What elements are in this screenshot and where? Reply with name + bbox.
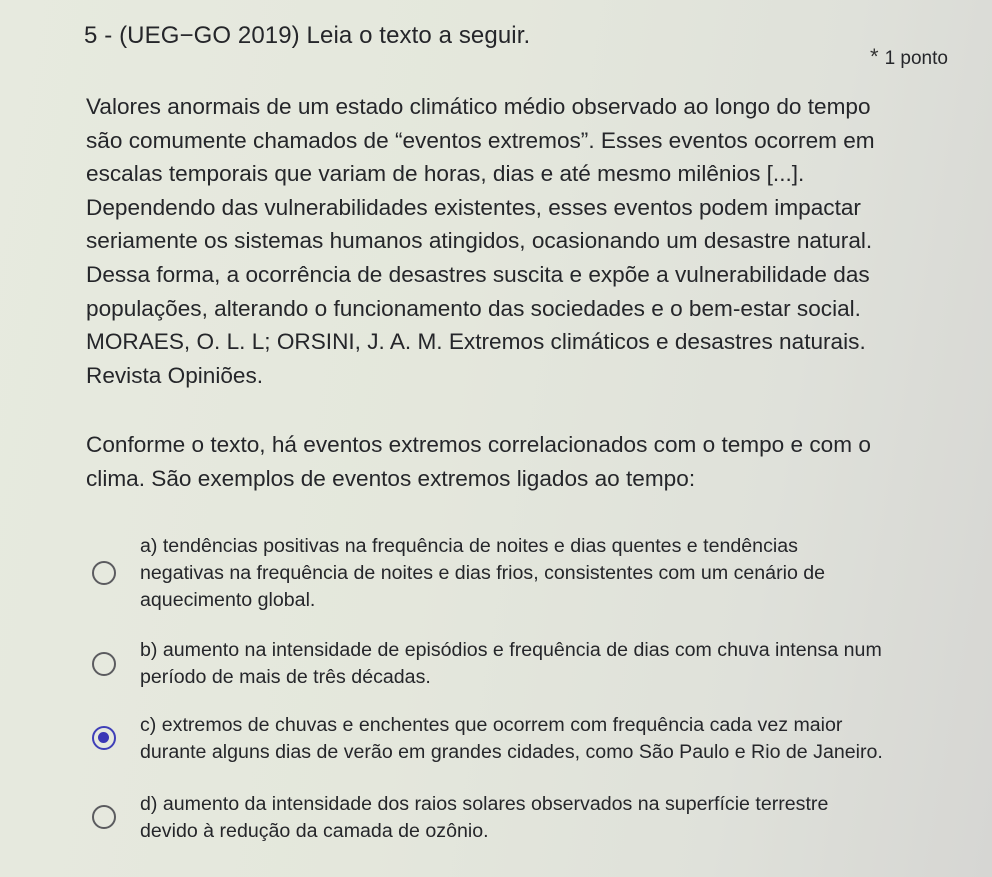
radio-option-b[interactable]: [92, 652, 116, 676]
required-asterisk: *: [870, 44, 879, 69]
option-c-label: c) extremos de chuvas e enchentes que ocorrem com frequência cada vez maior durante alguns dias de verão em grandes cidades, como São Paulo e Rio de Janeiro.: [140, 714, 883, 763]
points-label: [870, 44, 948, 70]
radio-option-a[interactable]: [92, 561, 116, 585]
option-a-label: a) tendências positivas na frequência de noites e dias quentes e tendências negativas na frequência de noites e dias frios, consistentes com um cenário de aquecimento global.: [140, 535, 826, 611]
points-value: 1 ponto: [884, 48, 948, 69]
question-title: 5 - (UEG−GO 2019) Leia o texto a seguir.: [84, 22, 531, 49]
option-d[interactable]: [92, 791, 882, 877]
passage-text: Valores anormais de um estado climático médio observado ao longo do tempo são comumente chamados de “eventos extremos”. Esses eventos ocorrem em escalas temporais que variam de horas, dias e até mesmo milênios [...]. Dependendo das vulnerabilidades existentes, esses eventos podem impactar seriamente os sistemas humanos atingidos, ocasionando um desastre natural. Dessa forma, a ocorrência de desastres suscita e expõe a vulnerabilidade das populações, alterando o funcionamento das sociedades e o bem-estar social. MORAES, O. L. L; ORSINI, J. A. M. Extremos climáticos e desastres naturais. Revista Opiniões.: [86, 94, 875, 388]
option-c[interactable]: [92, 712, 882, 802]
option-d-label: d) aumento da intensidade dos raios solares observados na superfície terrestre devido à redução da camada de ozônio.: [140, 793, 829, 842]
radio-option-c-selected[interactable]: [92, 726, 116, 750]
radio-option-d[interactable]: [92, 805, 116, 829]
option-a[interactable]: [92, 533, 882, 623]
question-prompt: Conforme o texto, há eventos extremos correlacionados com o tempo e com o clima. São exemplos de eventos extremos ligados ao tempo:: [86, 432, 871, 491]
option-b-label: b) aumento na intensidade de episódios e frequência de dias com chuva intensa num período de mais de três décadas.: [140, 639, 882, 688]
